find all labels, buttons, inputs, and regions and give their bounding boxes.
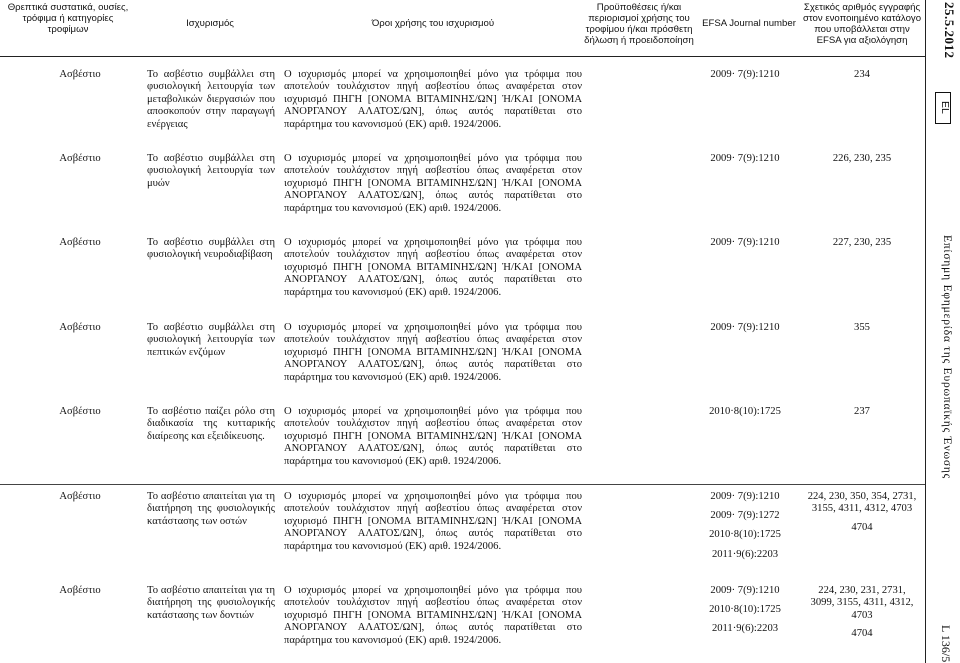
journal-ref: 2011·9(6):2203: [711, 623, 779, 635]
entry-id-cell: [806, 491, 918, 534]
journal-title: Επίσημη Εφημερίδα της Ευρωπαϊκής Ένωσης: [941, 235, 953, 479]
table-row: [0, 585, 925, 663]
conditions-cell: Ο ισχυρισμός μπορεί να χρησιμοποιηθεί μόνο για τρόφιμα που αποτελούν τουλάχιστον πηγή ασβεστίου όπως αναφέρεται στον ισχυρισμό ΠΗΓΗ [ΟΝΟΜΑ ΒΙΤΑΜΙΝΗΣ/ΩΝ] Ή/ΚΑΙ [ΟΝΟΜΑ ΑΝΟΡΓΑΝΟΥ ΑΛΑΤΟΣ/ΩΝ], όπως αυτός παρατίθεται στο παράρτημα του κανονισμού (ΕΚ) αριθ. 1924/2006.: [284, 406, 582, 467]
entry-id-cell: [806, 237, 918, 249]
entry-ids: 224, 230, 231, 2731, 3099, 3155, 4311, 4312, 4703: [810, 585, 914, 621]
claim-cell: Το ασβέστιο συμβάλλει στη φυσιολογική νευροδιαβίβαση: [147, 237, 275, 261]
nutrient-cell: Ασβέστιο: [59, 69, 101, 80]
header-consolidated-list: Σχετικός αριθμός εγγραφής στον ενοποιημένο κατάλογο που υποβάλλεται στην EFSA για αξιολόγηση: [802, 2, 922, 46]
conditions-cell: Ο ισχυρισμός μπορεί να χρησιμοποιηθεί μόνο για τρόφιμα που αποτελούν τουλάχιστον πηγή ασβεστίου όπως αναφέρεται στον ισχυρισμό ΠΗΓΗ [ΟΝΟΜΑ ΒΙΤΑΜΙΝΗΣ/ΩΝ] Ή/ΚΑΙ [ΟΝΟΜΑ ΑΝΟΡΓΑΝΟΥ ΑΛΑΤΟΣ/ΩΝ], όπως αυτός παρατίθεται στο παράρτημα του κανονισμού (ΕΚ) αριθ. 1924/2006.: [284, 585, 582, 646]
header-restrictions: Προϋποθέσεις ή/και περιορισμοί χρήσης του τροφίμου ή/και πρόσθετη δήλωση ή προειδοποίηση: [584, 2, 694, 46]
journal-ref-cell: [690, 237, 800, 256]
entry-ids: 237: [854, 406, 870, 417]
conditions-cell: Ο ισχυρισμός μπορεί να χρησιμοποιηθεί μόνο για τρόφιμα που αποτελούν τουλάχιστον πηγή ασβεστίου όπως αναφέρεται στον ισχυρισμό ΠΗΓΗ [ΟΝΟΜΑ ΒΙΤΑΜΙΝΗΣ/ΩΝ] Ή/ΚΑΙ [ΟΝΟΜΑ ΑΝΟΡΓΑΝΟΥ ΑΛΑΤΟΣ/ΩΝ], όπως αυτός παρατίθεται στο παράρτημα του κανονισμού (ΕΚ) αριθ. 1924/2006.: [284, 237, 582, 298]
journal-ref-cell: [690, 406, 800, 425]
journal-ref-cell: [690, 69, 800, 88]
header-claim: Ισχυρισμός: [186, 18, 234, 29]
claim-cell: Το ασβέστιο συμβάλλει στη φυσιολογική λειτουργία των πεπτικών ενζύμων: [147, 322, 275, 358]
entry-ids: 226, 230, 235: [832, 153, 892, 164]
nutrient-cell: Ασβέστιο: [59, 406, 101, 417]
claim-cell: Το ασβέστιο συμβάλλει στη φυσιολογική λειτουργία των μεταβολικών διεργασιών που αποσκοπούν στην παραγωγή ενέργειας: [147, 69, 275, 130]
publication-date: 25.5.2012: [942, 2, 957, 59]
claim-cell: Το ασβέστιο συμβάλλει στη φυσιολογική λειτουργία των μυών: [147, 153, 275, 189]
journal-ref: 2009· 7(9):1210: [710, 237, 780, 248]
entry-ids: 224, 230, 350, 354, 2731, 3155, 4311, 4312, 4703: [807, 491, 917, 515]
entry-id-cell: [806, 153, 918, 165]
table-header: [0, 0, 925, 57]
journal-ref: 2010·8(10):1725: [709, 604, 781, 616]
conditions-cell: Ο ισχυρισμός μπορεί να χρησιμοποιηθεί μόνο για τρόφιμα που αποτελούν τουλάχιστον πηγή ασβεστίου όπως αναφέρεται στον ισχυρισμό ΠΗΓΗ [ΟΝΟΜΑ ΒΙΤΑΜΙΝΗΣ/ΩΝ] Ή/ΚΑΙ [ΟΝΟΜΑ ΑΝΟΡΓΑΝΟΥ ΑΛΑΤΟΣ/ΩΝ], όπως αυτός παρατίθεται στο παράρτημα του κανονισμού (ΕΚ) αριθ. 1924/2006.: [284, 491, 582, 552]
entry-ids: 4704: [851, 628, 873, 640]
journal-ref: 2009· 7(9):1272: [710, 510, 780, 522]
journal-ref: 2009· 7(9):1210: [710, 322, 780, 333]
header-journal-number: EFSA Journal number: [702, 18, 796, 29]
journal-ref: 2010·8(10):1725: [709, 406, 781, 417]
journal-ref-cell: [690, 585, 800, 643]
entry-ids: 355: [854, 322, 870, 333]
entry-id-cell: [806, 322, 918, 334]
entry-ids: 234: [854, 69, 870, 80]
table-row: [0, 322, 925, 406]
language-box: [935, 92, 951, 124]
table-row: [0, 406, 925, 485]
conditions-cell: Ο ισχυρισμός μπορεί να χρησιμοποιηθεί μόνο για τρόφιμα που αποτελούν τουλάχιστον πηγή ασβεστίου όπως αναφέρεται στον ισχυρισμό ΠΗΓΗ [ΟΝΟΜΑ ΒΙΤΑΜΙΝΗΣ/ΩΝ] Ή/ΚΑΙ [ΟΝΟΜΑ ΑΝΟΡΓΑΝΟΥ ΑΛΑΤΟΣ/ΩΝ], όπως αυτός παρατίθεται στο παράρτημα του κανονισμού (ΕΚ) αριθ. 1924/2006.: [284, 153, 582, 214]
claim-cell: Το ασβέστιο απαιτείται για τη διατήρηση της φυσιολογικής κατάστασης των δοντιών: [147, 585, 275, 621]
journal-ref-cell: [690, 153, 800, 172]
claim-cell: Το ασβέστιο απαιτείται για τη διατήρηση της φυσιολογικής κατάστασης των οστών: [147, 491, 275, 527]
nutrient-cell: Ασβέστιο: [59, 491, 101, 502]
journal-ref: 2009· 7(9):1210: [710, 585, 780, 596]
entry-id-cell: [806, 406, 918, 418]
table-row: [0, 153, 925, 237]
language-code: EL: [939, 101, 951, 114]
header-nutrient: Θρεπτικά συστατικά, ουσίες, τρόφιμα ή κατηγορίες τροφίμων: [7, 2, 129, 35]
table-row: [0, 69, 925, 153]
nutrient-cell: Ασβέστιο: [59, 322, 101, 333]
journal-ref: 2009· 7(9):1210: [710, 491, 780, 502]
journal-ref-cell: [690, 491, 800, 568]
table-row: [0, 491, 925, 585]
table-row: [0, 237, 925, 322]
entry-ids: 4704: [851, 521, 873, 533]
journal-ref: 2009· 7(9):1210: [710, 153, 780, 164]
page-number: L 136/5: [939, 625, 953, 663]
nutrient-cell: Ασβέστιο: [59, 153, 101, 164]
journal-ref: 2011·9(6):2203: [711, 548, 779, 560]
journal-ref: 2009· 7(9):1210: [710, 69, 780, 80]
entry-ids: 227, 230, 235: [832, 237, 892, 248]
header-conditions: Όροι χρήσης του ισχυρισμού: [371, 18, 495, 29]
claim-cell: Το ασβέστιο παίζει ρόλο στη διαδικασία της κυτταρικής διαίρεσης και εξειδίκευσης.: [147, 406, 275, 442]
conditions-cell: Ο ισχυρισμός μπορεί να χρησιμοποιηθεί μόνο για τρόφιμα που αποτελούν τουλάχιστον πηγή ασβεστίου όπως αναφέρεται στον ισχυρισμό ΠΗΓΗ [ΟΝΟΜΑ ΒΙΤΑΜΙΝΗΣ/ΩΝ] Ή/ΚΑΙ [ΟΝΟΜΑ ΑΝΟΡΓΑΝΟΥ ΑΛΑΤΟΣ/ΩΝ], όπως αυτός παρατίθεται στο παράρτημα του κανονισμού (ΕΚ) αριθ. 1924/2006.: [284, 322, 582, 383]
entry-id-cell: [806, 69, 918, 81]
journal-ref-cell: [690, 322, 800, 341]
entry-id-cell: [806, 585, 918, 641]
journal-ref: 2010·8(10):1725: [709, 529, 781, 541]
nutrient-cell: Ασβέστιο: [59, 237, 101, 248]
nutrient-cell: Ασβέστιο: [59, 585, 101, 596]
conditions-cell: Ο ισχυρισμός μπορεί να χρησιμοποιηθεί μόνο για τρόφιμα που αποτελούν τουλάχιστον πηγή ασβεστίου όπως αναφέρεται στον ισχυρισμό ΠΗΓΗ [ΟΝΟΜΑ ΒΙΤΑΜΙΝΗΣ/ΩΝ] Ή/ΚΑΙ [ΟΝΟΜΑ ΑΝΟΡΓΑΝΟΥ ΑΛΑΤΟΣ/ΩΝ], όπως αυτός παρατίθεται στο παράρτημα του κανονισμού (ΕΚ) αριθ. 1924/2006.: [284, 69, 582, 130]
